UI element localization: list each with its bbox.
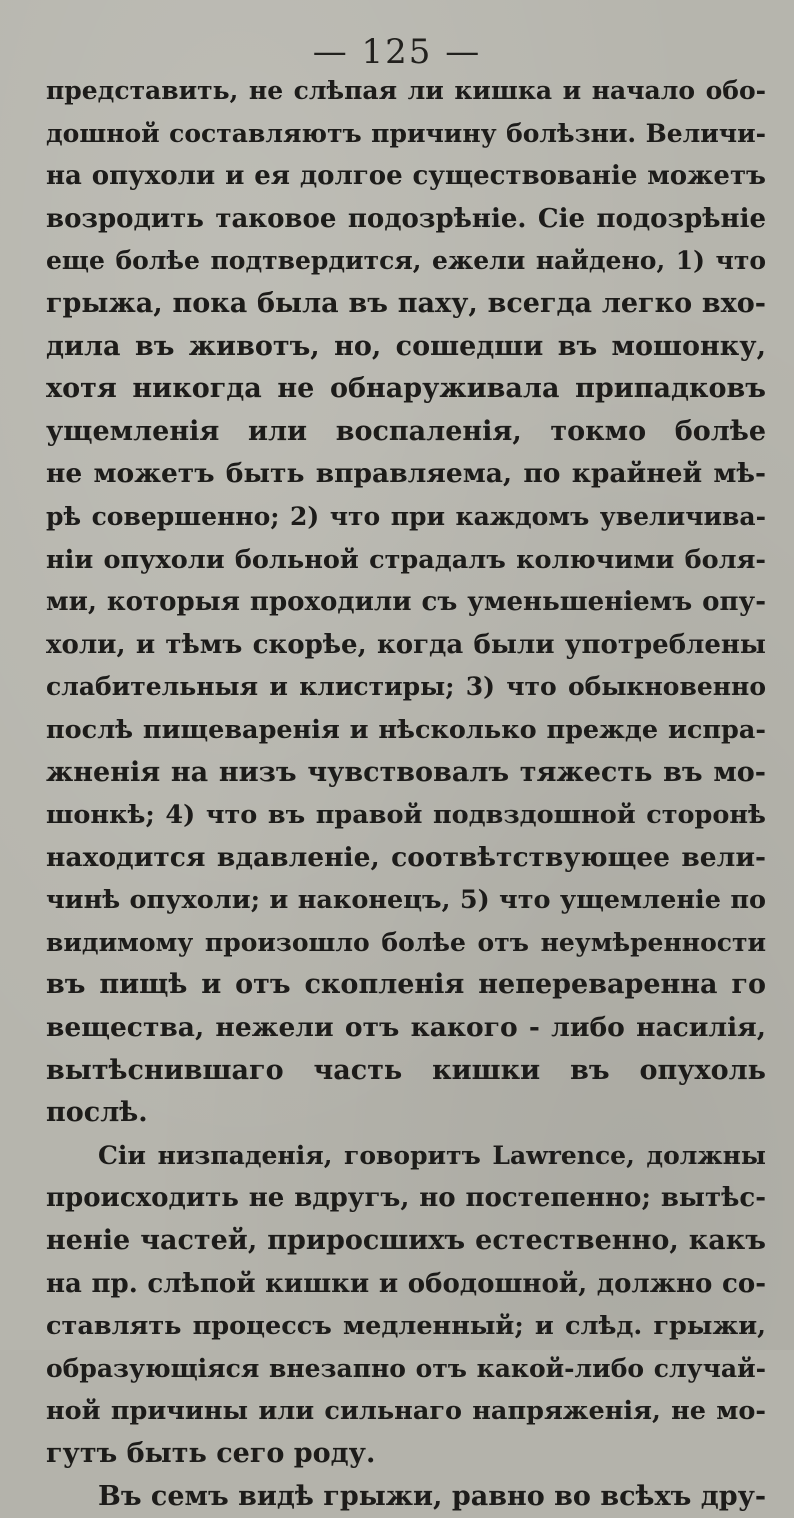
text-line: слабительныя и клистиры; 3) что обыкновенно	[46, 672, 766, 702]
text-line: находится вдавленіе, соотвѣтствующее вели-	[46, 841, 766, 873]
text-line: ущемленія или воспаленія, токмо болѣе	[46, 415, 766, 447]
text-line: ной причины или сильнаго напряженія, не мо-	[46, 1396, 766, 1427]
text-line: дошной составляютъ причину болѣзни. Величи-	[46, 118, 766, 148]
text-line: на опухоли и ея долгое существованіе можетъ	[46, 161, 766, 192]
text-line: хотя никогда не обнаруживала припадковъ	[46, 373, 766, 405]
text-line: еще болѣе подтвердится, ежели найдено, 1) что	[46, 246, 766, 276]
text-line: рѣ совершенно; 2) что при каждомъ увеличива-	[46, 501, 766, 531]
text-line: чинѣ опухоли; и наконецъ, 5) что ущемленіе по	[46, 885, 766, 916]
text-line: неніе частей, приросшихъ естественно, какъ	[46, 1225, 766, 1257]
page-number: — 125 —	[312, 32, 482, 72]
text-line: представить, не слѣпая ли кишка и начало обо-	[46, 76, 766, 105]
text-line: послѣ пищеваренія и нѣсколько прежде испра-	[46, 714, 766, 745]
text-line: дила въ животъ, но, сошедши въ мошонку,	[46, 330, 766, 362]
text-line: шонкѣ; 4) что въ правой подвздошной сторонѣ	[46, 800, 766, 831]
text-line: ставлять процессъ медленный; и слѣд. грыжи,	[46, 1311, 766, 1342]
text-line: въ пищѣ и отъ скопленія непереваренна го	[46, 969, 766, 1001]
text-line: вытѣснившаго часть кишки въ опухоль	[46, 1054, 766, 1086]
text-line: видимому произошло болѣе отъ неумѣренности	[46, 927, 766, 957]
text-line: вещества, нежели отъ какого - либо насилія,	[46, 1012, 766, 1044]
text-line: образующіяся внезапно отъ какой-либо случай-	[46, 1353, 766, 1383]
paragraph-start-line: Въ семъ видѣ грыжи, равно во всѣхъ дру-	[98, 1480, 767, 1512]
text-line: ми, которыя проходили съ уменьшеніемъ опу-	[46, 587, 766, 618]
text-line: происходить не вдругъ, но постепенно; вытѣс-	[46, 1183, 766, 1214]
text-line: на пр. слѣпой кишки и ободошной, должно со-	[46, 1268, 766, 1299]
text-line: возродить таковое подозрѣніе. Сіе подозрѣніе	[46, 203, 766, 234]
text-line: холи, и тѣмъ скорѣе, когда были употреблены	[46, 629, 766, 660]
text-line: грыжа, пока была въ паху, всегда легко вхо-	[46, 287, 766, 319]
text-line: не можетъ быть вправляема, по крайней мѣ-	[46, 458, 766, 490]
text-line: жненія на низъ чувствовалъ тяжесть въ мо-	[46, 756, 766, 788]
body-text	[46, 70, 766, 1518]
text-line: ніи опухоли больной страдалъ колючими боля-	[46, 544, 766, 575]
paragraph-end-line: послѣ.	[46, 1097, 148, 1129]
paragraph-end-line: гутъ быть сего роду.	[46, 1438, 376, 1469]
paragraph-start-line: Сіи низпаденія, говоритъ Lawrence, должны	[98, 1140, 766, 1170]
